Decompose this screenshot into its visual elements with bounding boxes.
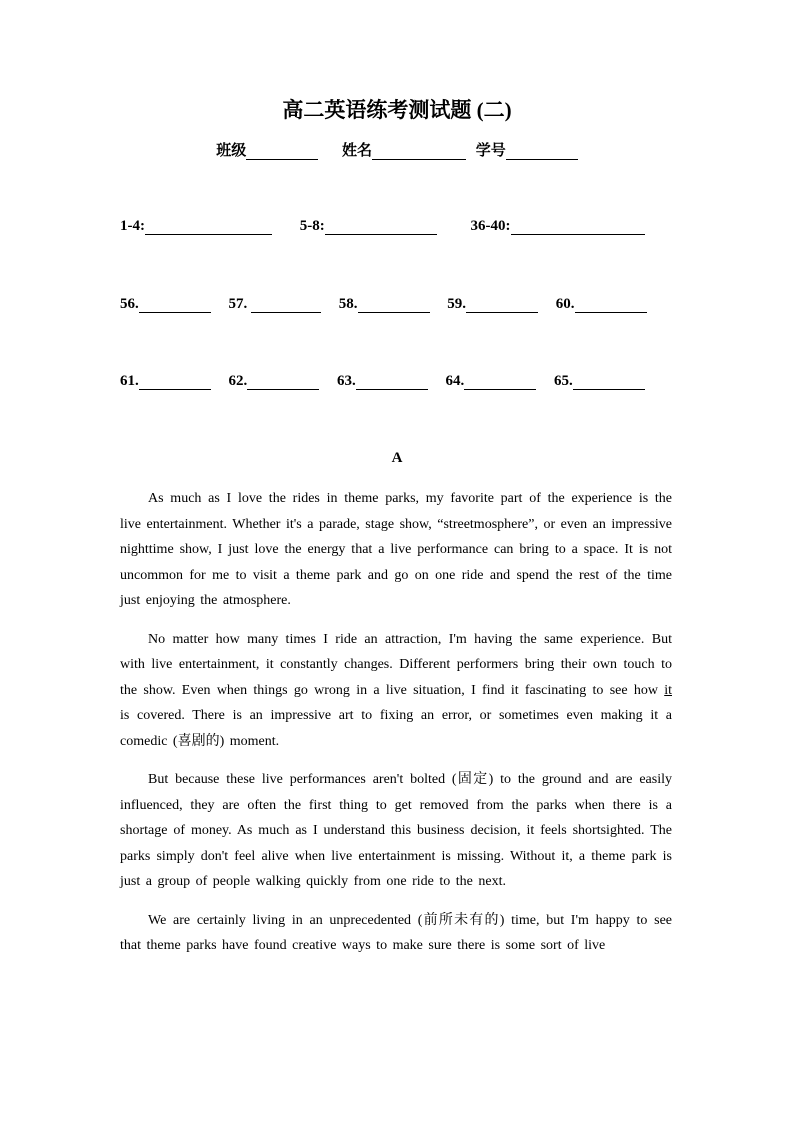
answer-label: 64. (445, 373, 465, 389)
paragraph-4: We are certainly living in an unprecedented (前所未有的) time, but I'm happy to see that theme parks have found creative ways to make sure there is some sort of live (120, 912, 672, 953)
answer-cell (337, 373, 428, 390)
answer-cell (446, 373, 537, 390)
answer-cell (300, 218, 437, 235)
name-blank[interactable] (372, 143, 466, 160)
answer-label: 59. (447, 296, 466, 312)
answer-blank[interactable] (511, 218, 645, 235)
answer-cell (120, 296, 211, 313)
answer-blank[interactable] (358, 296, 430, 313)
paragraph-2 (120, 627, 672, 755)
class-blank[interactable] (246, 143, 318, 160)
answer-blank[interactable] (464, 373, 536, 390)
answer-blank[interactable] (247, 373, 319, 390)
reading-passage (120, 486, 672, 972)
paragraph-1: As much as I love the rides in theme parks, my favorite part of the experience is the live entertainment. Whether it's a parade, stage show, “streetmosphere”, or even an impressive nighttime show, I just love the energy that a live performance can bring to a space. It is not uncommon for me to visit a theme park and go on one ride and spend the rest of the time just enjoying the atmosphere. (120, 491, 672, 608)
answer-label: 62. (228, 373, 248, 389)
answer-blank[interactable] (145, 218, 272, 235)
answer-label: 65. (554, 373, 573, 389)
answer-blank[interactable] (139, 296, 211, 313)
answer-label: 63. (337, 373, 356, 389)
paragraph-2-tail: is covered. There is an impressive art to fixing an error, or sometimes even making it a comedic (喜剧的) moment. (120, 708, 672, 749)
page-title: 高二英语练考测试题 (二) (282, 98, 512, 122)
student-info-row (0, 139, 794, 160)
answer-cell (471, 218, 645, 235)
underlined-word: it (664, 682, 672, 698)
class-label: 班级 (216, 143, 247, 159)
name-label: 姓名 (341, 143, 372, 159)
student-id-field (476, 139, 578, 160)
answer-cell (556, 296, 647, 313)
class-field (216, 139, 318, 160)
answer-cell (120, 373, 211, 390)
answer-label: 58. (338, 296, 358, 312)
answer-cell (339, 296, 430, 313)
answer-blank[interactable] (575, 296, 647, 313)
answer-row-1 (120, 218, 659, 235)
answer-label: 5-8: (299, 218, 325, 234)
section-letter: A (391, 450, 403, 466)
answer-label: 56. (120, 296, 139, 312)
answer-blank[interactable] (325, 218, 437, 235)
answer-cell (229, 296, 322, 313)
answer-label: 60. (555, 296, 575, 312)
answer-cell (447, 296, 538, 313)
answer-blank[interactable] (139, 373, 211, 390)
answer-cell (229, 373, 320, 390)
paragraph-2-text: No matter how many times I ride an attraction, I'm having the same experience. But with live entertainment, it constantly changes. Different performers bring their own touch to the show. Even when things go wrong in a live situation, I find it fascinating to see how (120, 631, 672, 698)
answer-blank[interactable] (251, 296, 321, 313)
answer-cell (120, 218, 272, 235)
answer-label: 36-40: (470, 218, 511, 234)
answer-blank[interactable] (356, 373, 428, 390)
answer-row-3 (120, 373, 659, 390)
name-field (342, 139, 466, 160)
student-id-label: 学号 (475, 143, 506, 159)
answer-blank[interactable] (466, 296, 538, 313)
paragraph-3: But because these live performances aren't bolted (固定) to the ground and are easily influenced, they are often the first thing to get removed from the parks when there is a shortage of money. As much as I understand this business decision, it feels shortsighted. The parks simply don't feel alive when live entertainment is missing. Without it, a theme park is just a group of people walking quickly from one ride to the next. (120, 772, 672, 889)
student-id-blank[interactable] (506, 143, 578, 160)
answer-label: 1-4: (120, 218, 145, 234)
answer-blank[interactable] (573, 373, 645, 390)
answer-label: 61. (120, 373, 139, 389)
answer-cell (554, 373, 645, 390)
answer-row-2 (120, 296, 661, 313)
answer-label: 57. (228, 296, 248, 312)
